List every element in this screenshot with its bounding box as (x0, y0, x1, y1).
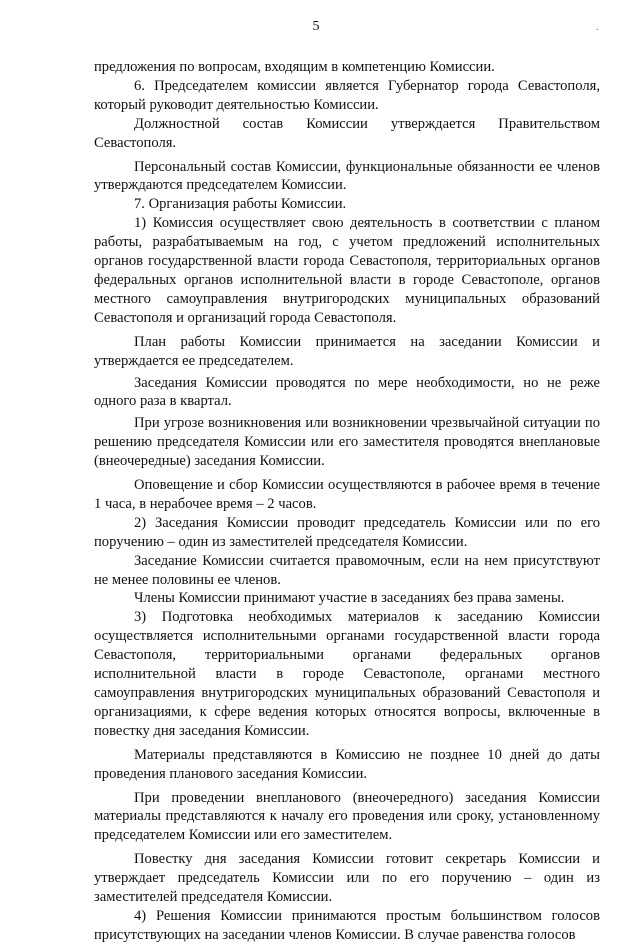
paragraph-11: Заседание Комиссии считается правомочным, если на нем присутствуют не менее половины ее членов. (94, 552, 600, 588)
document-body (94, 58, 600, 945)
paragraph-10: 2) Заседания Комиссии проводит председатель Комиссии или по его поручению – один из заместителей председателя Комиссии. (94, 514, 600, 550)
paragraph-3: Персональный состав Комиссии, функциональные обязанности ее членов утверждаются председателем Комиссии. (94, 158, 600, 194)
paragraph-15: При проведении внепланового (внеочередного) заседания Комиссии материалы представляются к началу его проведения или сроку, установленному председателем Комиссии или его заместителем. (94, 789, 600, 844)
paragraph-1: 6. Председателем комиссии является Губернатор города Севастополя, который руководит деятельностью Комиссии. (94, 77, 600, 113)
paragraph-6: План работы Комиссии принимается на заседании Комиссии и утверждается ее председателем. (94, 333, 600, 369)
paragraph-12: Члены Комиссии принимают участие в заседаниях без права замены. (134, 590, 565, 607)
paragraph-2: Должностной состав Комиссии утверждается Правительством Севастополя. (94, 115, 600, 151)
paragraph-7: Заседания Комиссии проводятся по мере необходимости, но не реже одного раза в квартал. (94, 374, 600, 410)
paragraph-17: 4) Решения Комиссии принимаются простым большинством голосов присутствующих на заседании членов Комиссии. В случае равенства голосов (94, 907, 600, 943)
paragraph-9: Оповещение и сбор Комиссии осуществляются в рабочее время в течение 1 часа, в нерабочее время – 2 часов. (94, 477, 600, 512)
paragraph-16: Повестку дня заседания Комиссии готовит секретарь Комиссии и утверждает председатель Комиссии или по его поручению – один из заместителей председателя Комиссии. (94, 851, 600, 906)
paragraph-8: При угрозе возникновения или возникновении чрезвычайной ситуации по решению председателя Комиссии или его заместителя проводятся внеплановые (внеочередные) заседания Комиссии. (94, 415, 600, 470)
page-number: 5 (312, 19, 320, 34)
paragraph-13: 3) Подготовка необходимых материалов к заседанию Комиссии осуществляется исполнительными органами государственной власти города Севастополя, территориальными органами федеральных органов исполнительной власти в городе Севастополе, органами местного самоуправления внутригородских муниципальных образований Севастополя и организациями, к сфере ведения которых относятся вопросы, включенные в повестку дня заседания Комиссии. (94, 609, 600, 739)
paragraph-4: 7. Организация работы Комиссии. (134, 196, 347, 213)
paragraph-5: 1) Комиссия осуществляет свою деятельность в соответствии с планом работы, разрабатываемым на год, с учетом предложений исполнительных органов государственной власти города Севастополя, территориальных органов федеральных органов исполнительной власти в городе Севастополе, органов местного самоуправления внутригородских муниципальных образований Севастополя и организаций города Севастополя. (94, 215, 600, 326)
paragraph-14: Материалы представляются в Комиссию не позднее 10 дней до даты проведения планового заседания Комиссии. (94, 746, 600, 782)
corner-mark: . (596, 22, 599, 33)
paragraph-0: предложения по вопросам, входящим в компетенцию Комиссии. (94, 59, 495, 75)
